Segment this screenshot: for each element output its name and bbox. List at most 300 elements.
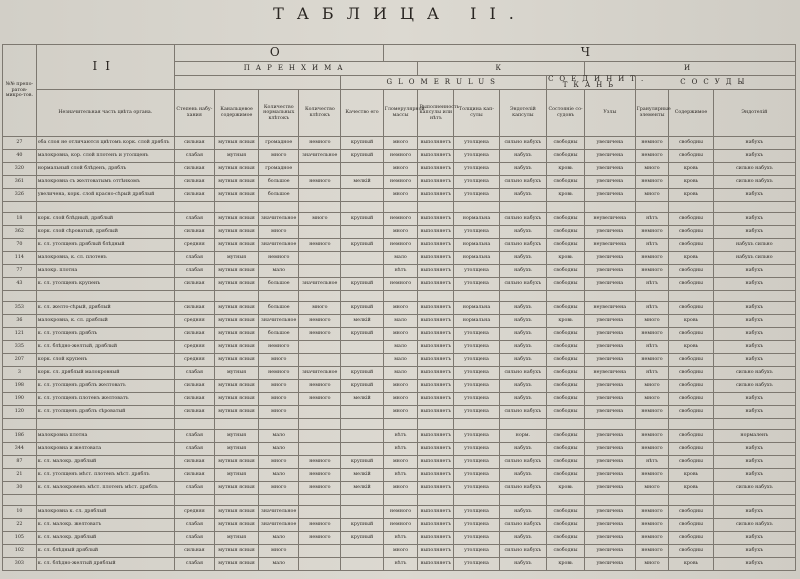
table-cell xyxy=(299,189,341,202)
table-row xyxy=(3,226,796,239)
table-cell: к. сл. желто-сѣрый, дряблый xyxy=(36,302,174,315)
table-cell: немного xyxy=(383,506,418,519)
table-cell: сильно набухъ xyxy=(499,545,546,558)
table-cell: набухъ xyxy=(499,506,546,519)
table-cell xyxy=(299,265,341,278)
table-cell: немного xyxy=(299,519,341,532)
table-cell: выполняетъ xyxy=(418,213,454,226)
table-cell: много xyxy=(383,163,418,176)
table-row xyxy=(3,406,796,419)
table-cell: набухъ xyxy=(499,354,546,367)
table-cell: сильная xyxy=(174,163,214,176)
col-header-capsule-thickness: Толщина кап-сулы xyxy=(454,90,499,137)
table-cell: немного xyxy=(383,239,418,252)
table-cell: громадное xyxy=(259,163,299,176)
group-spacer-row xyxy=(3,291,796,302)
row-number-cell: 3 xyxy=(3,367,37,380)
table-row xyxy=(3,137,796,150)
table-cell: малокровна, к. сл. дряблый xyxy=(36,315,174,328)
table-cell: мутныя ясныя xyxy=(214,137,258,150)
table-cell: немного xyxy=(259,252,299,265)
table-cell: набухъ xyxy=(499,252,546,265)
table-cell: набухъ xyxy=(713,545,795,558)
table-cell: свободны xyxy=(547,328,585,341)
table-cell: увеличена xyxy=(585,265,636,278)
table-cell: много xyxy=(259,456,299,469)
row-number-cell: 198 xyxy=(3,380,37,393)
table-cell: кровь xyxy=(669,252,713,265)
table-cell: мало xyxy=(259,532,299,545)
group-connective: СОЕДИНИТ. ТКАНЬ xyxy=(548,75,650,89)
table-cell: кровь xyxy=(669,558,713,571)
table-cell xyxy=(341,545,383,558)
table-row xyxy=(3,558,796,571)
table-cell: немного xyxy=(635,532,669,545)
table-cell: немного xyxy=(259,341,299,354)
table-cell xyxy=(341,163,383,176)
table-cell: набухъ xyxy=(713,558,795,571)
table-cell: крупный xyxy=(341,278,383,291)
table-cell xyxy=(341,506,383,519)
table-cell: набухъ xyxy=(713,341,795,354)
table-cell: выполняетъ xyxy=(418,430,454,443)
table-cell: нѣтъ xyxy=(635,302,669,315)
row-number-cell: 36 xyxy=(3,315,37,328)
table-cell: мутныя ясныя xyxy=(214,354,258,367)
table-cell xyxy=(299,252,341,265)
group-spacer-row xyxy=(3,419,796,430)
section-k: К xyxy=(418,62,585,76)
table-cell: свободны xyxy=(547,519,585,532)
table-cell: мало xyxy=(383,341,418,354)
row-number-cell: 114 xyxy=(3,252,37,265)
table-cell: нѣтъ xyxy=(383,558,418,571)
table-cell: много xyxy=(383,189,418,202)
table-cell: малокровна, кор. слой плотенъ и утолщенъ xyxy=(36,150,174,163)
table-cell: выполняетъ xyxy=(418,239,454,252)
table-cell: сильно набухъ xyxy=(713,482,795,495)
table-cell: мутныя ясныя xyxy=(214,189,258,202)
col-header-quality: Качество его xyxy=(341,90,383,137)
table-cell: кровь xyxy=(669,482,713,495)
table-cell: мало xyxy=(383,367,418,380)
table-cell: большое xyxy=(259,328,299,341)
table-cell: свободны xyxy=(669,380,713,393)
table-cell: неувеличена xyxy=(585,367,636,380)
table-cell: немного xyxy=(299,328,341,341)
table-cell: немного xyxy=(635,406,669,419)
table-cell: немного xyxy=(635,226,669,239)
table-row xyxy=(3,163,796,176)
table-cell: малокровна к. сл. дряблый xyxy=(36,506,174,519)
table-cell: утолщена xyxy=(454,354,499,367)
table-cell: сильно набухъ xyxy=(713,163,795,176)
table-cell: выполняетъ xyxy=(418,278,454,291)
row-number-cell: 320 xyxy=(3,163,37,176)
table-cell xyxy=(341,265,383,278)
table-cell: крупный xyxy=(341,150,383,163)
table-cell: набухъ xyxy=(713,315,795,328)
table-cell: увеличена xyxy=(585,469,636,482)
table-cell: мелкій xyxy=(341,393,383,406)
table-cell: утолщена xyxy=(454,341,499,354)
table-cell: набухъ xyxy=(713,532,795,545)
table-cell: много xyxy=(383,226,418,239)
table-cell xyxy=(299,226,341,239)
table-cell: слабая xyxy=(174,430,214,443)
table-cell: средняя xyxy=(174,341,214,354)
table-cell: утолщена xyxy=(454,469,499,482)
table-cell: немного xyxy=(299,176,341,189)
table-cell: средняя xyxy=(174,315,214,328)
table-cell: сильная xyxy=(174,456,214,469)
table-cell: утолщена xyxy=(454,519,499,532)
table-cell: утолщена xyxy=(454,406,499,419)
table-cell: набухъ xyxy=(713,150,795,163)
table-cell: увеличена xyxy=(585,558,636,571)
table-cell: набухъ xyxy=(713,469,795,482)
table-cell: много xyxy=(383,456,418,469)
table-cell: увеличена xyxy=(585,506,636,519)
table-cell: кровь xyxy=(669,176,713,189)
table-cell: выполняетъ xyxy=(418,189,454,202)
table-cell: сильная xyxy=(174,380,214,393)
table-cell: утолщена xyxy=(454,163,499,176)
table-cell: к. сл. малокр. дряблый xyxy=(36,532,174,545)
table-cell: свободны xyxy=(547,176,585,189)
table-cell: много xyxy=(299,302,341,315)
table-cell: мутныя ясныя xyxy=(214,406,258,419)
table-cell: увеличена xyxy=(585,163,636,176)
table-cell: набухъ сильно xyxy=(713,239,795,252)
table-cell: набухъ xyxy=(713,328,795,341)
table-cell: свободны xyxy=(547,239,585,252)
row-number-cell: 77 xyxy=(3,265,37,278)
table-cell: свободны xyxy=(547,367,585,380)
table-cell: много xyxy=(259,380,299,393)
data-table xyxy=(2,44,796,571)
table-row xyxy=(3,315,796,328)
table-cell: много xyxy=(383,393,418,406)
table-cell: корк. слой сѣроватый, дряблый xyxy=(36,226,174,239)
table-cell: свободны xyxy=(669,506,713,519)
table-cell: немного xyxy=(299,482,341,495)
row-number-cell: 120 xyxy=(3,406,37,419)
table-cell: немного xyxy=(635,545,669,558)
table-cell xyxy=(299,558,341,571)
table-cell: утолщена xyxy=(454,226,499,239)
table-cell: набухъ сильно xyxy=(713,252,795,265)
table-cell: средняя xyxy=(174,239,214,252)
table-cell: набухъ xyxy=(499,150,546,163)
table-cell: мутныя ясныя xyxy=(214,278,258,291)
table-cell: мало xyxy=(259,265,299,278)
row-number-cell: 303 xyxy=(3,558,37,571)
table-cell: крупный xyxy=(341,367,383,380)
table-cell: свободны xyxy=(669,278,713,291)
col-header-degree: Степень набу-хания xyxy=(174,90,214,137)
table-cell: свободны xyxy=(547,456,585,469)
table-cell: выполняетъ xyxy=(418,341,454,354)
table-cell: мало xyxy=(259,443,299,456)
table-cell: выполняетъ xyxy=(418,456,454,469)
table-cell xyxy=(341,558,383,571)
table-cell: свободны xyxy=(669,150,713,163)
table-cell: утолщена xyxy=(454,393,499,406)
table-cell: мутныя ясныя xyxy=(214,265,258,278)
table-cell: свободны xyxy=(547,469,585,482)
table-cell: мало xyxy=(383,315,418,328)
table-cell: немного xyxy=(635,328,669,341)
table-cell: нормальный слой блѣденъ, дряблъ xyxy=(36,163,174,176)
table-cell: немного xyxy=(383,519,418,532)
table-cell: большое xyxy=(259,189,299,202)
table-cell: набухъ xyxy=(713,265,795,278)
table-cell: выполняетъ xyxy=(418,532,454,545)
table-cell: много xyxy=(259,354,299,367)
table-cell: слабая xyxy=(174,252,214,265)
table-row xyxy=(3,354,796,367)
table-cell: набухъ xyxy=(499,302,546,315)
table-row xyxy=(3,482,796,495)
table-cell: немного xyxy=(299,393,341,406)
table-cell: набухъ xyxy=(499,189,546,202)
table-cell: сильно набухъ xyxy=(713,380,795,393)
table-cell: свободны xyxy=(547,406,585,419)
table-cell: значительное xyxy=(299,367,341,380)
row-number-cell: 121 xyxy=(3,328,37,341)
table-cell: мутныя ясныя xyxy=(214,213,258,226)
table-cell: выполняетъ xyxy=(418,315,454,328)
table-cell: увеличена xyxy=(585,393,636,406)
table-cell: значительное xyxy=(259,519,299,532)
table-cell: увеличена xyxy=(585,519,636,532)
table-row xyxy=(3,393,796,406)
table-cell: много xyxy=(383,545,418,558)
table-cell: к. сл. малокровенъ мѣст. плотенъ мѣст. дряблъ xyxy=(36,482,174,495)
table-cell: свободны xyxy=(547,430,585,443)
table-cell: средняя xyxy=(174,506,214,519)
table-cell: много xyxy=(259,482,299,495)
table-cell: утолщена xyxy=(454,482,499,495)
table-cell: свободны xyxy=(669,456,713,469)
table-cell: крупный xyxy=(341,380,383,393)
table-cell: немного xyxy=(635,265,669,278)
table-cell xyxy=(341,443,383,456)
table-cell: свободны xyxy=(669,354,713,367)
table-cell: крупный xyxy=(341,328,383,341)
table-cell: увеличена xyxy=(585,278,636,291)
col-header-color: Незначительная часть цвѣта органа. xyxy=(36,90,174,137)
row-number-cell: 190 xyxy=(3,393,37,406)
table-cell: утолщена xyxy=(454,443,499,456)
table-cell: много xyxy=(635,393,669,406)
table-cell: слабая xyxy=(174,213,214,226)
table-cell: значительное xyxy=(259,239,299,252)
table-cell: нормальна xyxy=(454,239,499,252)
table-cell: мутныя ясныя xyxy=(214,545,258,558)
table-cell: немного xyxy=(635,150,669,163)
table-cell: увеличена xyxy=(585,189,636,202)
section-i: И xyxy=(585,62,796,76)
table-cell: мелкій xyxy=(341,176,383,189)
table-row xyxy=(3,469,796,482)
table-cell: крупный xyxy=(341,456,383,469)
table-cell: утолщена xyxy=(454,328,499,341)
table-cell: свободны xyxy=(669,137,713,150)
table-cell: к. сл. малокр. дряблый xyxy=(36,456,174,469)
table-row xyxy=(3,328,796,341)
table-cell: малокровна съ желтоватымъ оттѣнкомъ xyxy=(36,176,174,189)
table-cell: выполняетъ xyxy=(418,482,454,495)
table-cell: набухъ xyxy=(713,226,795,239)
table-cell: набухъ xyxy=(499,226,546,239)
table-cell: много xyxy=(383,137,418,150)
table-cell: набухъ xyxy=(499,163,546,176)
table-cell: норм. xyxy=(499,430,546,443)
table-cell: набухъ xyxy=(499,469,546,482)
table-cell: нормаленъ xyxy=(713,430,795,443)
section-ii: II xyxy=(36,45,174,90)
table-cell: сильная xyxy=(174,545,214,558)
table-cell: к. сл. блѣдно-желтый, дряблый xyxy=(36,341,174,354)
table-cell: увеличена xyxy=(585,252,636,265)
table-cell: значительное xyxy=(259,506,299,519)
table-cell: малокровна и желтовата xyxy=(36,443,174,456)
col-header-normal-cells: Количество нормальных клѣтокъ xyxy=(259,90,299,137)
table-cell: много xyxy=(259,150,299,163)
table-cell xyxy=(299,506,341,519)
table-cell: большое xyxy=(259,302,299,315)
table-cell: много xyxy=(299,213,341,226)
table-cell: мало xyxy=(383,252,418,265)
table-cell: свободны xyxy=(547,278,585,291)
table-cell xyxy=(341,252,383,265)
table-cell xyxy=(341,430,383,443)
table-cell: много xyxy=(383,328,418,341)
table-cell: свободны xyxy=(669,226,713,239)
table-cell: выполняетъ xyxy=(418,380,454,393)
table-cell: сильно набухъ xyxy=(499,482,546,495)
col-header-glomerular-mass: Гломерулярной массы xyxy=(383,90,418,137)
table-cell: выполняетъ xyxy=(418,226,454,239)
group-vessels: СОСУДЫ xyxy=(635,76,795,90)
table-cell: крупный xyxy=(341,137,383,150)
table-cell: мутныя xyxy=(214,469,258,482)
col-header-nodes: Узлы xyxy=(585,90,636,137)
table-cell: крупный xyxy=(341,302,383,315)
table-cell: утолщена xyxy=(454,558,499,571)
table-cell: немного xyxy=(383,213,418,226)
table-cell: много xyxy=(635,163,669,176)
table-cell xyxy=(341,226,383,239)
table-row xyxy=(3,519,796,532)
table-cell: сильно набухъ xyxy=(713,176,795,189)
table-cell: большое xyxy=(259,176,299,189)
table-cell: выполняетъ xyxy=(418,302,454,315)
table-cell: мало xyxy=(259,558,299,571)
table-cell: мало xyxy=(259,430,299,443)
table-cell: сильная xyxy=(174,469,214,482)
table-cell: увеличена xyxy=(585,328,636,341)
table-cell: оба слоя не отличаются цвѣтомъ корк. слой дряблъ xyxy=(36,137,174,150)
table-cell: свободны xyxy=(669,213,713,226)
table-cell: нѣтъ xyxy=(635,213,669,226)
table-cell: кровь xyxy=(547,163,585,176)
group-spacer-row xyxy=(3,495,796,506)
table-cell: утолщена xyxy=(454,532,499,545)
table-cell: выполняетъ xyxy=(418,137,454,150)
table-cell: набухъ xyxy=(713,506,795,519)
table-cell: увеличена xyxy=(585,176,636,189)
table-cell: много xyxy=(259,406,299,419)
table-cell: немного xyxy=(259,367,299,380)
table-cell: мутныя ясныя xyxy=(214,226,258,239)
table-cell: кровь xyxy=(547,558,585,571)
col-header-capsule-epithelium: Эндотелій капсулы xyxy=(499,90,546,137)
col-header-tubule-contents: Канальцевое содержимое xyxy=(214,90,258,137)
table-cell: немного xyxy=(383,150,418,163)
table-row xyxy=(3,532,796,545)
table-cell xyxy=(341,354,383,367)
table-cell: утолщена xyxy=(454,380,499,393)
table-cell: свободны xyxy=(669,367,713,380)
col-header-capsule: Выполненность капсулы или нѣтъ xyxy=(418,90,454,137)
table-cell: увеличена xyxy=(585,150,636,163)
table-cell: утолщена xyxy=(454,506,499,519)
row-number-cell: 105 xyxy=(3,532,37,545)
table-cell: немного xyxy=(299,137,341,150)
table-cell: мутныя xyxy=(214,532,258,545)
table-cell xyxy=(299,430,341,443)
table-cell: нѣтъ xyxy=(635,278,669,291)
table-cell: сильная xyxy=(174,393,214,406)
table-cell: немного xyxy=(635,137,669,150)
table-cell: утолщена xyxy=(454,265,499,278)
table-cell: крупный xyxy=(341,519,383,532)
table-cell: немного xyxy=(299,239,341,252)
table-cell: набухъ xyxy=(713,189,795,202)
table-cell: значительное xyxy=(299,150,341,163)
table-cell xyxy=(299,341,341,354)
table-cell: набухъ xyxy=(713,213,795,226)
table-cell: немного xyxy=(383,278,418,291)
table-cell: утолщена xyxy=(454,150,499,163)
table-cell: свободны xyxy=(669,532,713,545)
table-cell: крупный xyxy=(341,213,383,226)
table-cell: набухъ xyxy=(499,328,546,341)
table-cell: нормальна xyxy=(454,302,499,315)
table-row xyxy=(3,430,796,443)
row-number-cell: 43 xyxy=(3,278,37,291)
table-cell: сильно набухъ xyxy=(713,519,795,532)
table-row xyxy=(3,189,796,202)
table-cell xyxy=(341,406,383,419)
table-cell: средняя xyxy=(174,354,214,367)
table-row xyxy=(3,252,796,265)
table-cell: увеличена xyxy=(585,354,636,367)
table-cell: малокр. плотна xyxy=(36,265,174,278)
table-cell: много xyxy=(635,189,669,202)
table-cell: кровь xyxy=(669,341,713,354)
table-cell: немного xyxy=(635,176,669,189)
table-cell: мутныя ясныя xyxy=(214,328,258,341)
table-cell: сильно набухъ xyxy=(499,367,546,380)
table-cell: сильная xyxy=(174,176,214,189)
table-cell: увеличена xyxy=(585,456,636,469)
table-cell: корк. сл. дряблый малокровный xyxy=(36,367,174,380)
table-cell: набухъ xyxy=(713,354,795,367)
